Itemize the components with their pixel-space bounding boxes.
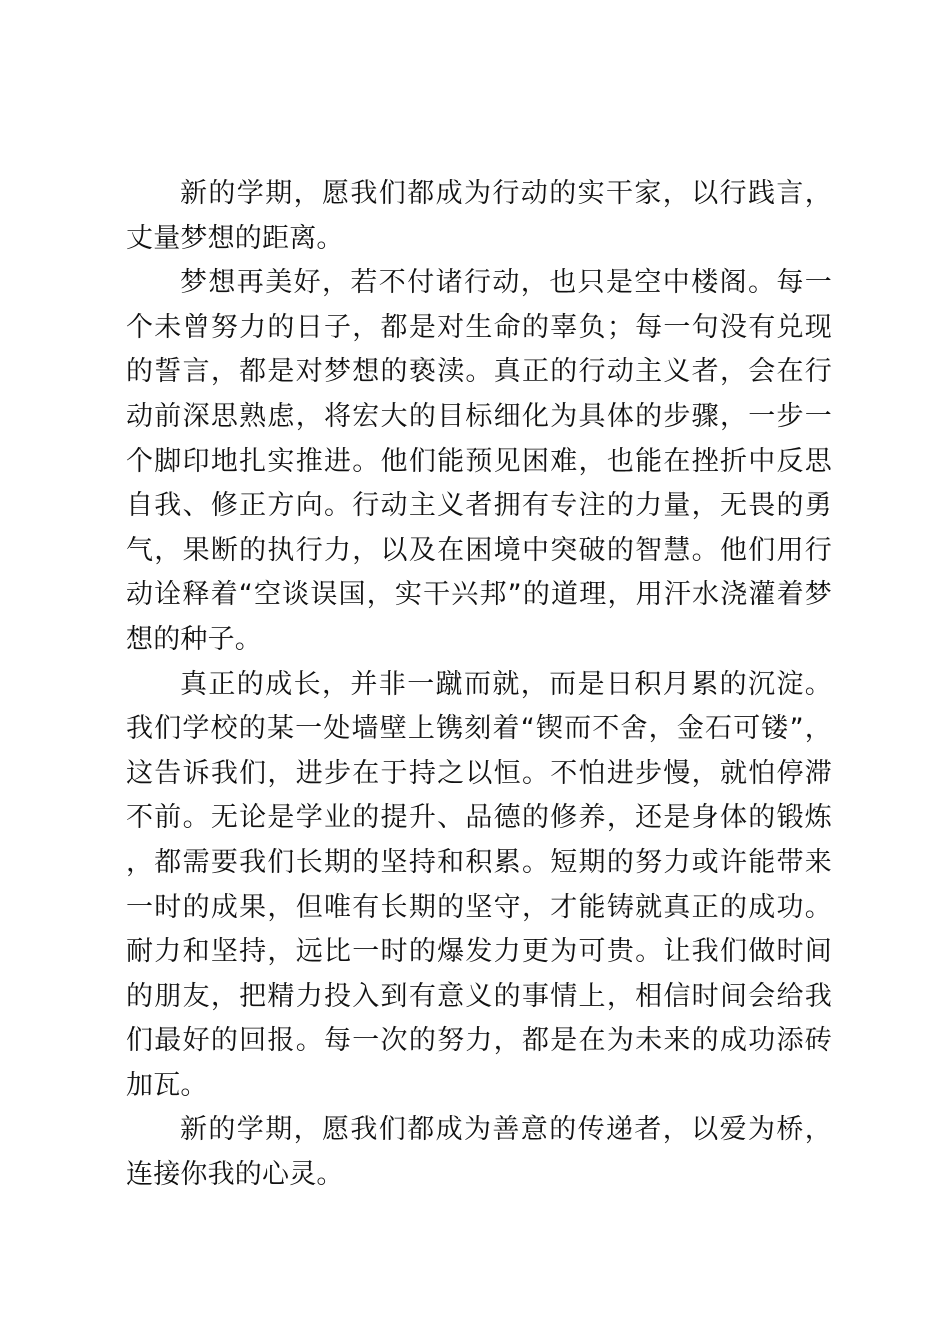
paragraph: 梦想再美好，若不付诸行动，也只是空中楼阁。每一个未曾努力的日子，都是对生命的辜负；每一句没有兑现的誓言，都是对梦想的亵渎。真正的行动主义者，会在行动前深思熟虑，将宏大的目标细化为具体的步骤，一步一个脚印地扎实推进。他们能预见困难，也能在挫折中反思自我、修正方向。行动主义者拥有专注的力量，无畏的勇气，果断的执行力，以及在困境中突破的智慧。他们用行动诠释着“空谈误国，实干兴邦”的道理，用汗水浇灌着梦想的种子。	[126, 267, 832, 655]
body-text	[126, 172, 832, 1198]
paragraph: 真正的成长，并非一蹴而就，而是日积月累的沉淀。我们学校的某一处墙壁上镌刻着“锲而不舍，金石可镂”，这告诉我们，进步在于持之以恒。不怕进步慢，就怕停滞不前。无论是学业的提升、品德的修养，还是身体的锻炼，都需要我们长期的坚持和积累。短期的努力或许能带来一时的成果，但唯有长期的坚守，才能铸就真正的成功。耐力和坚持，远比一时的爆发力更为可贵。让我们做时间的朋友，把精力投入到有意义的事情上，相信时间会给我们最好的回报。每一次的努力，都是在为未来的成功添砖加瓦。	[126, 668, 832, 1101]
paragraph: 新的学期，愿我们都成为善意的传递者，以爱为桥，连接你我的心灵。	[126, 1114, 832, 1191]
paragraph: 新的学期，愿我们都成为行动的实干家，以行践言，丈量梦想的距离。	[126, 178, 832, 254]
